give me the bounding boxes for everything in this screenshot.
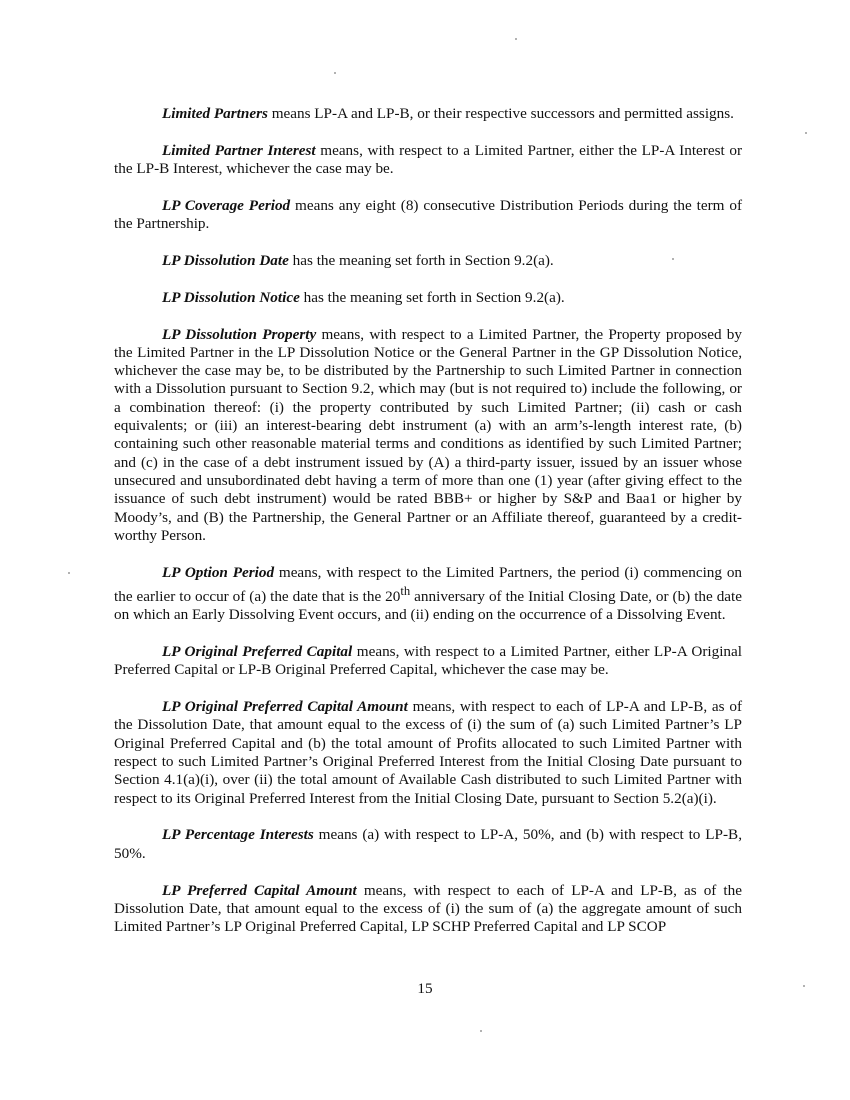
definition-text: means, with respect to each of LP-A and LP-B, as of the Dissolution Date, that amount equal to the excess of (i) the sum of (a) such Limited Partner’s LP Original Preferred Capital and (b) the total amount of Profits allocated to such Limited Partner with respect to such Limited Partner’s Original Preferred Interest from the Initial Closing Date pursuant to Section 4.1(a)(i), over (ii) the total amount of Available Cash distributed to such Limited Partner with respect to its Original Preferred Interest from the Initial Closing Date, pursuant to Section 5.2(a)(i). xyxy=(114,698,743,807)
defined-term: LP Coverage Period xyxy=(162,196,291,214)
definition-text: means any eight (8) consecutive Distribution Periods during the term of the Partnership. xyxy=(114,196,742,233)
definition-text: means, with respect to a Limited Partner, either LP-A Original Preferred Capital or LP-B Original Preferred Capital, whichever the case may be. xyxy=(114,643,742,679)
definition-text: means, with respect to a Limited Partner, the Property proposed by the Limited Partner in the LP Dissolution Notice or the General Partner in the GP Dissolution Notice, whichever the case may be, to be distributed by the Partnership to such Limited Partner in connection with a Dissolution pursuant to Section 9.2, which may (but is not required to) include the following, or a combination thereof: (i) the property contributed by such Limited Partner; (ii) cash or cash equivalents; or (iii) an interest-bearing debt instrument (a) with an arm’s-length interest rate, (b) containing such other reasonable material terms and conditions as identified by such Limited Partner; and (c) in the case of a debt instrument issued by (A) a third-party issuer, issued by an issuer whose unsecured and unsubordinated debt having a term of more than one (1) year (after giving effect to the issuance of such debt instrument) would be rated BBB+ or higher by S&P and Baa1 or higher by Moody’s, and (B) the Partnership, the General Partner or an Affiliate thereof, guaranteed by a credit-worthy Person. xyxy=(114,325,742,544)
definition-text: means (a) with respect to LP-A, 50%, and (b) with respect to LP-B, 50%. xyxy=(114,826,742,862)
defined-term: Limited Partners xyxy=(162,105,268,122)
definition-paragraph xyxy=(114,326,742,546)
defined-term: LP Dissolution Date xyxy=(162,251,289,269)
definition-paragraph xyxy=(114,643,742,680)
defined-term: LP Option Period xyxy=(162,563,275,581)
definition-text: means, with respect to each of LP-A and LP-B, as of the Dissolution Date, that amount equal to the excess of (i) the sum of (a) the aggregate amount of such Limited Partner’s LP Original Preferred Capital, LP SCHP Preferred Capital and LP SCOP xyxy=(114,881,742,936)
definition-paragraph xyxy=(114,826,742,863)
defined-term: LP Preferred Capital Amount xyxy=(162,881,357,899)
definition-text: has the meaning set forth in Section 9.2(a). xyxy=(288,251,554,269)
scan-speck xyxy=(480,1030,482,1032)
scan-speck xyxy=(672,258,674,260)
definition-paragraph xyxy=(114,142,742,179)
definition-paragraph xyxy=(114,197,742,234)
scan-speck xyxy=(803,985,805,987)
definition-text: means, with respect to a Limited Partner, either the LP-A Interest or the LP-B Interest, whichever the case may be. xyxy=(114,141,743,178)
scan-speck xyxy=(515,38,517,40)
scan-speck xyxy=(805,132,807,134)
defined-term: LP Dissolution Notice xyxy=(162,288,300,306)
definition-text: means LP-A and LP-B, or their respective successors and permitted assigns. xyxy=(267,105,734,122)
defined-term: LP Original Preferred Capital Amount xyxy=(162,698,408,716)
definition-text: has the meaning set forth in Section 9.2(a). xyxy=(299,288,565,306)
defined-term: LP Dissolution Property xyxy=(162,325,317,343)
definition-paragraph xyxy=(114,289,742,307)
document-page xyxy=(114,105,742,955)
defined-term: Limited Partner Interest xyxy=(162,141,316,159)
definition-paragraph xyxy=(114,105,742,123)
page-number: 15 xyxy=(417,980,433,997)
definition-paragraph xyxy=(114,564,742,625)
definition-text: means, with respect to the Limited Partners, the period (i) commencing on the earlier to occur of (a) the date that is the 20 xyxy=(114,563,743,605)
definition-paragraph xyxy=(114,882,742,937)
definition-paragraph xyxy=(114,252,742,270)
scan-speck xyxy=(68,572,70,574)
defined-term: LP Percentage Interests xyxy=(162,826,314,844)
scan-speck xyxy=(334,72,336,74)
definition-paragraph xyxy=(114,698,742,808)
definition-text-continued: anniversary of the Initial Closing Date, or (b) the date on which an Early Dissolving Event occurs, and (ii) ending on the occurrence of a Dissolving Event. xyxy=(114,588,742,624)
ordinal-superscript: th xyxy=(400,583,411,598)
defined-term: LP Original Preferred Capital xyxy=(162,643,353,661)
